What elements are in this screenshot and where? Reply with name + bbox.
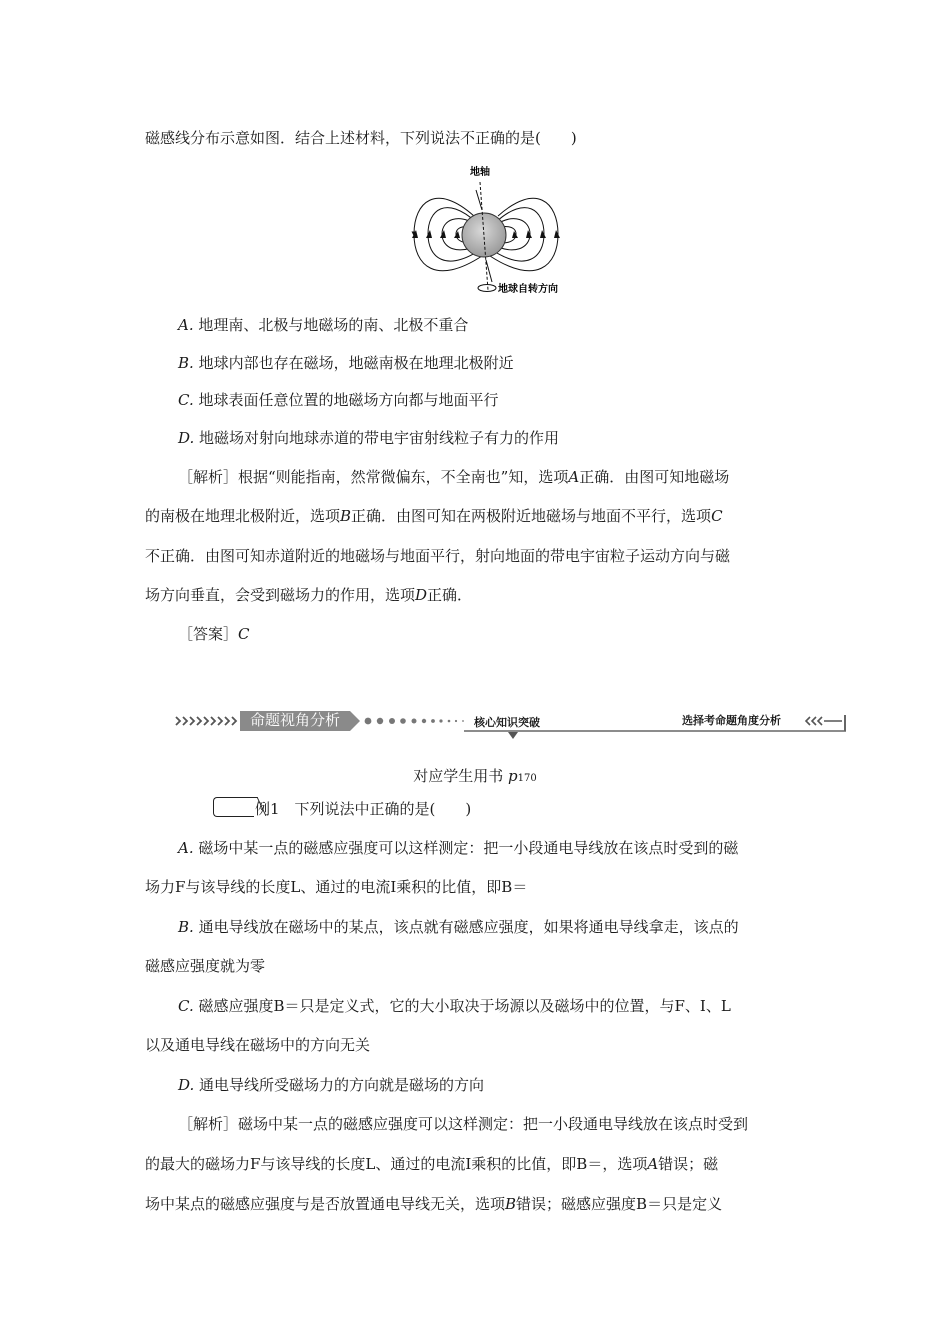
example-option-c-text: 磁感应强度B＝只是定义式，它的大小取决于场源以及磁场中的位置，与F、I、L [198,997,731,1015]
banner-left-label: 命题视角分析 [250,712,341,729]
back-arrows-icon [806,717,822,725]
book-reference [0,766,950,789]
reference-text: 对应学生用书 [413,767,504,785]
example-analysis-line-2 [145,1154,718,1174]
option-c-letter: C. [178,391,194,409]
option-d-text: 地磁场对射向地球赤道的带电宇宙射线粒子有力的作用 [199,429,560,447]
analysis-line-2 [145,506,723,526]
example-option-b [178,917,739,937]
example-option-a-letter: A. [178,839,194,857]
analysis-option-ref: C [711,507,723,525]
example-tag-icon [213,797,254,817]
earth-sphere [462,213,506,257]
example-option-d-letter: D. [178,1076,195,1094]
example-option-d-text: 通电导线所受磁场力的方向就是磁场的方向 [199,1076,485,1094]
option-a-letter: A. [178,316,194,334]
example-option-b-text: 通电导线放在磁场中的某点，该点就有磁感应强度，如果将通电导线拿走，该点的 [198,918,739,936]
option-d [178,428,559,448]
analysis-option-ref: B [505,1195,517,1213]
example-option-d [178,1075,484,1095]
analysis-text: 场方向垂直，会受到磁场力的作用，选项 [145,586,416,604]
analysis-text: 正确． [427,586,473,604]
example-option-c-letter: C. [178,997,194,1015]
analysis-text: 错误；磁 [658,1155,719,1173]
example-option-a [178,838,738,858]
option-d-letter: D. [178,429,195,447]
example-analysis-line-3 [145,1194,722,1214]
option-b-text: 地球内部也存在磁场，地磁南极在地理北极附近 [198,354,514,372]
reference-page-prefix: p [508,767,518,785]
analysis-option-ref: D [415,586,428,604]
example-option-a-text: 磁场中某一点的磁感应强度可以这样测定：把一小段通电导线放在该点时受到的磁 [198,839,739,857]
intro-text: 磁感线分布示意如图．结合上述材料，下列说法不正确的是( ) [145,129,577,147]
section-banner [174,709,846,741]
rotation-label: 地球自转方向 [498,284,558,295]
magnetic-field-diagram [408,160,588,300]
example-option-c-cont: 以及通电导线在磁场中的方向无关 [145,1036,371,1054]
banner-center-label: 核心知识突破 [474,717,540,729]
analysis-text: 的南极在地理北极附近，选项 [145,507,341,525]
option-b-letter: B. [178,354,194,372]
option-c [178,390,499,410]
answer-value: C [238,625,250,643]
rotation-arrow-icon [478,285,496,292]
banner-right-label: 选择考命题角度分析 [682,715,781,727]
analysis-line-1 [178,467,729,487]
example-option-b-cont: 磁感应强度就为零 [145,957,266,975]
analysis-text: 的最大的磁场力F与该导线的长度L、通过的电流I乘积的比值，即B＝，选项 [145,1155,648,1173]
analysis-line-3: 不正确．由图可知赤道附近的地磁场与地面平行，射向地面的带电宇宙粒子运动方向与磁 [145,547,731,565]
answer-line [178,624,250,644]
analysis-text: ［解析］根据“则能指南，然常微偏东，不全南也”知，选项 [178,468,569,486]
example-analysis-line-1: ［解析］磁场中某一点的磁感应强度可以这样测定：把一小段通电导线放在该点时受到 [178,1115,749,1133]
option-c-text: 地球表面任意位置的地磁场方向都与地面平行 [198,391,499,409]
analysis-option-ref: A [647,1155,659,1173]
analysis-text: 场中某点的磁感应强度与是否放置通电导线无关，选项 [145,1195,506,1213]
chevrons-icon [176,717,236,725]
answer-label: ［答案］ [178,625,239,643]
example-option-b-letter: B. [178,918,194,936]
earth-magnetic-field-figure [408,160,588,300]
analysis-text: 正确．由图可知在两极附近地磁场与地面不平行，选项 [351,507,712,525]
analysis-text: 错误；磁感应强度B＝只是定义 [516,1195,723,1213]
analysis-line-4 [145,585,472,605]
analysis-option-ref: B [340,507,352,525]
example-option-c [178,996,731,1016]
axis-label: 地轴 [470,167,490,178]
option-a-text: 地理南、北极与地磁场的南、北极不重合 [198,316,469,334]
option-b [178,353,514,373]
example-option-a-cont: 场力F与该导线的长度L、通过的电流I乘积的比值，即B＝ [145,878,528,896]
analysis-option-ref: A [568,468,580,486]
reference-page-number: 170 [517,773,537,784]
example-title: 例1 下列说法中正确的是( ) [255,800,472,818]
option-a [178,315,468,335]
analysis-text: 正确．由图可知地磁场 [579,468,730,486]
